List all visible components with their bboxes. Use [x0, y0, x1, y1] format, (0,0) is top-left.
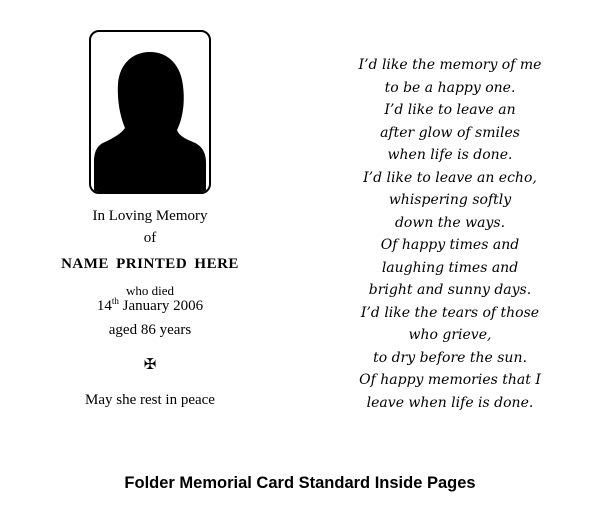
date-month-year: January 2006 [118, 298, 204, 314]
date-of-death [40, 298, 260, 315]
poem-line: I’d like to leave an echo, [363, 169, 537, 186]
silhouette-photo-icon [91, 32, 209, 192]
poem-line: to dry before the sun. [373, 349, 527, 366]
poem-line: when life is done. [387, 147, 513, 163]
date-day: 14 [96, 298, 112, 314]
poem-line: Of happy times and [380, 237, 520, 253]
poem-line: I’d like the memory of me [358, 57, 542, 73]
poem-line: laughing times and [381, 259, 519, 276]
poem-line: down the ways. [394, 214, 506, 231]
age-text: aged 86 years [108, 322, 192, 338]
poem-line: who grieve, [408, 327, 492, 343]
poem-line: I’d like to leave an [384, 102, 516, 118]
page-caption: Folder Memorial Card Standard Inside Pages [124, 474, 476, 492]
poem-line: Of happy memories that I [359, 372, 541, 388]
poem [345, 54, 555, 414]
deceased-name: NAME PRINTED HERE [61, 256, 239, 272]
in-loving-memory: In Loving Memory [92, 208, 208, 224]
photo-frame [89, 30, 211, 194]
rest-in-peace: May she rest in peace [85, 392, 215, 408]
poem-line: leave when life is done. [366, 394, 534, 411]
poem-line: after glow of smiles [380, 124, 520, 141]
poem-line: to be a happy one. [384, 79, 516, 96]
of-text: of [143, 230, 157, 246]
maltese-cross-icon: ✠ [143, 357, 157, 373]
poem-line: bright and sunny days. [368, 282, 532, 298]
date-suffix: th [111, 296, 119, 306]
poem-line: I’d like the tears of those [360, 304, 540, 321]
who-died-text: who died [125, 283, 175, 298]
poem-line: whispering softly [388, 192, 512, 208]
